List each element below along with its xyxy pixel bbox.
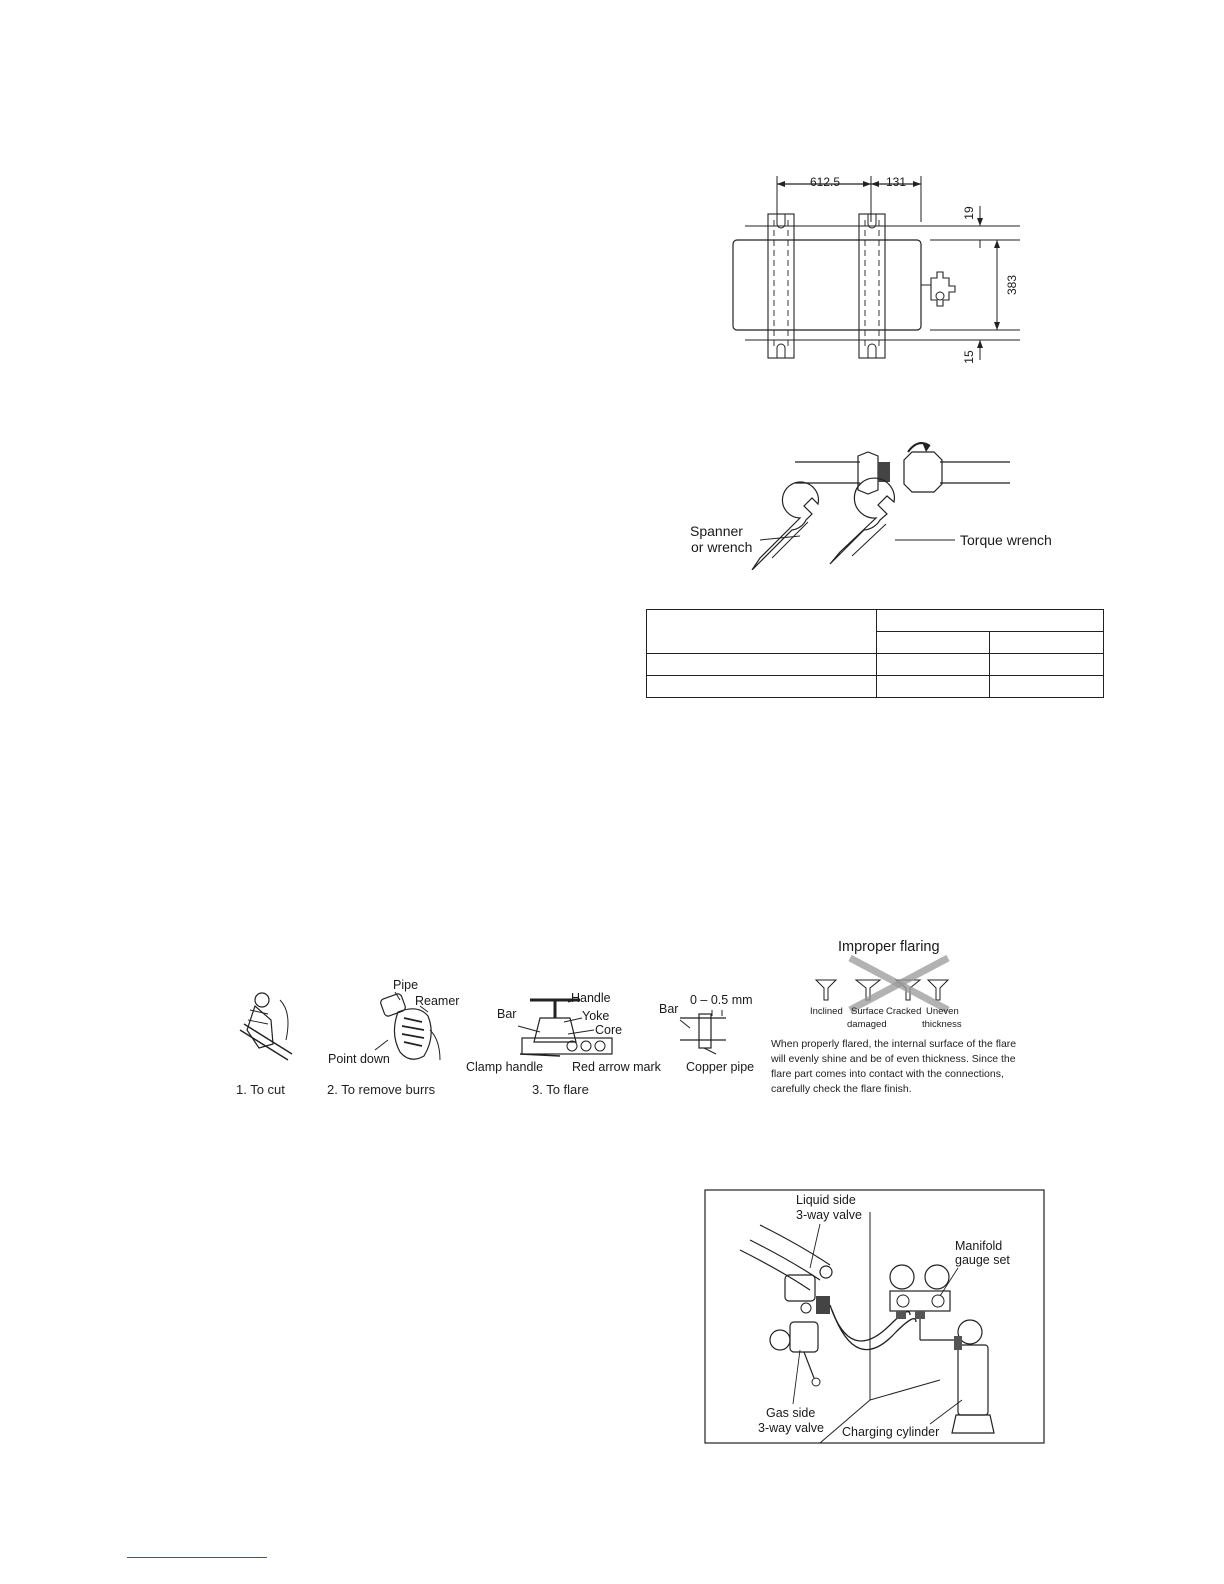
dim-bottom-label: 15	[962, 350, 976, 364]
table-cell	[647, 676, 877, 698]
table-row	[647, 676, 1104, 698]
pipe-label: Pipe	[393, 978, 419, 992]
table-cell	[647, 610, 877, 654]
spanner-label-line2: or wrench	[691, 539, 753, 555]
reamer-label: Reamer	[415, 994, 460, 1008]
pipe-cutter-icon	[240, 993, 292, 1060]
red-arrow-label: Red arrow mark	[572, 1060, 661, 1074]
cracked-label: Cracked	[886, 1006, 922, 1017]
core-label: Core	[595, 1023, 623, 1037]
detail-bar-label: Bar	[659, 1002, 679, 1016]
flare-finish-note: When properly flared, the internal surface of the flare will evenly shine and be of even thickness. Since the flare part comes into contact with the connections, carefully check the flare finish.	[771, 1038, 1017, 1095]
table-cell	[877, 676, 990, 698]
footer-link-underline	[127, 1557, 267, 1558]
torque-wrench-label: Torque wrench	[960, 532, 1052, 548]
uneven-label-1: Uneven	[926, 1006, 959, 1017]
charging-cylinder-icon	[952, 1320, 994, 1433]
liquid-side-label-1: Liquid side	[796, 1193, 856, 1207]
surface-damaged-label-1: Surface	[851, 1006, 884, 1017]
copper-pipe-label: Copper pipe	[686, 1060, 755, 1074]
surface-damaged-label-2: damaged	[847, 1019, 887, 1030]
table-cell	[990, 654, 1104, 676]
flare-gap-detail	[680, 1010, 726, 1054]
handle-label: Handle	[571, 991, 611, 1005]
spanner-label-line1: Spanner	[690, 523, 743, 539]
improper-flaring-title: Improper flaring	[838, 939, 940, 955]
table-cell	[990, 632, 1104, 654]
manifold-label-2: gauge set	[955, 1253, 1010, 1267]
gas-side-label-1: Gas side	[766, 1406, 816, 1420]
improper-flaring-icons	[816, 958, 948, 1010]
bar-label: Bar	[497, 1007, 517, 1021]
charging-cylinder-label: Charging cylinder	[842, 1425, 940, 1439]
gas-side-label-2: 3-way valve	[758, 1421, 824, 1435]
step1-caption: 1. To cut	[236, 1082, 285, 1097]
table-cell	[990, 676, 1104, 698]
step3-caption: 3. To flare	[532, 1082, 589, 1097]
mounting-dimension-diagram	[700, 160, 1060, 380]
table-cell	[877, 610, 1104, 632]
dim-offset-label: 131	[885, 175, 907, 189]
table-cell	[647, 654, 877, 676]
uneven-label-2: thickness	[922, 1019, 962, 1030]
step2-caption: 2. To remove burrs	[327, 1082, 436, 1097]
wrench-tightening-diagram	[680, 430, 1070, 570]
clamp-handle-label: Clamp handle	[466, 1060, 544, 1074]
point-down-label: Point down	[328, 1052, 390, 1066]
gas-valve-icon	[770, 1322, 820, 1386]
table-row	[647, 610, 1104, 632]
table-cell	[877, 632, 990, 654]
inclined-label: Inclined	[810, 1006, 843, 1017]
liquid-side-label-2: 3-way valve	[796, 1208, 862, 1222]
dim-top-label: 19	[962, 206, 976, 220]
dim-width-label: 612.5	[809, 175, 841, 189]
manifold-label-1: Manifold	[955, 1239, 1003, 1253]
torque-table	[646, 609, 1104, 698]
gap-label: 0 – 0.5 mm	[690, 993, 753, 1007]
charging-diagram	[700, 1185, 1050, 1450]
yoke-label: Yoke	[582, 1009, 610, 1023]
table-row	[647, 654, 1104, 676]
table-cell	[877, 654, 990, 676]
dim-depth-label: 383	[1005, 274, 1019, 296]
